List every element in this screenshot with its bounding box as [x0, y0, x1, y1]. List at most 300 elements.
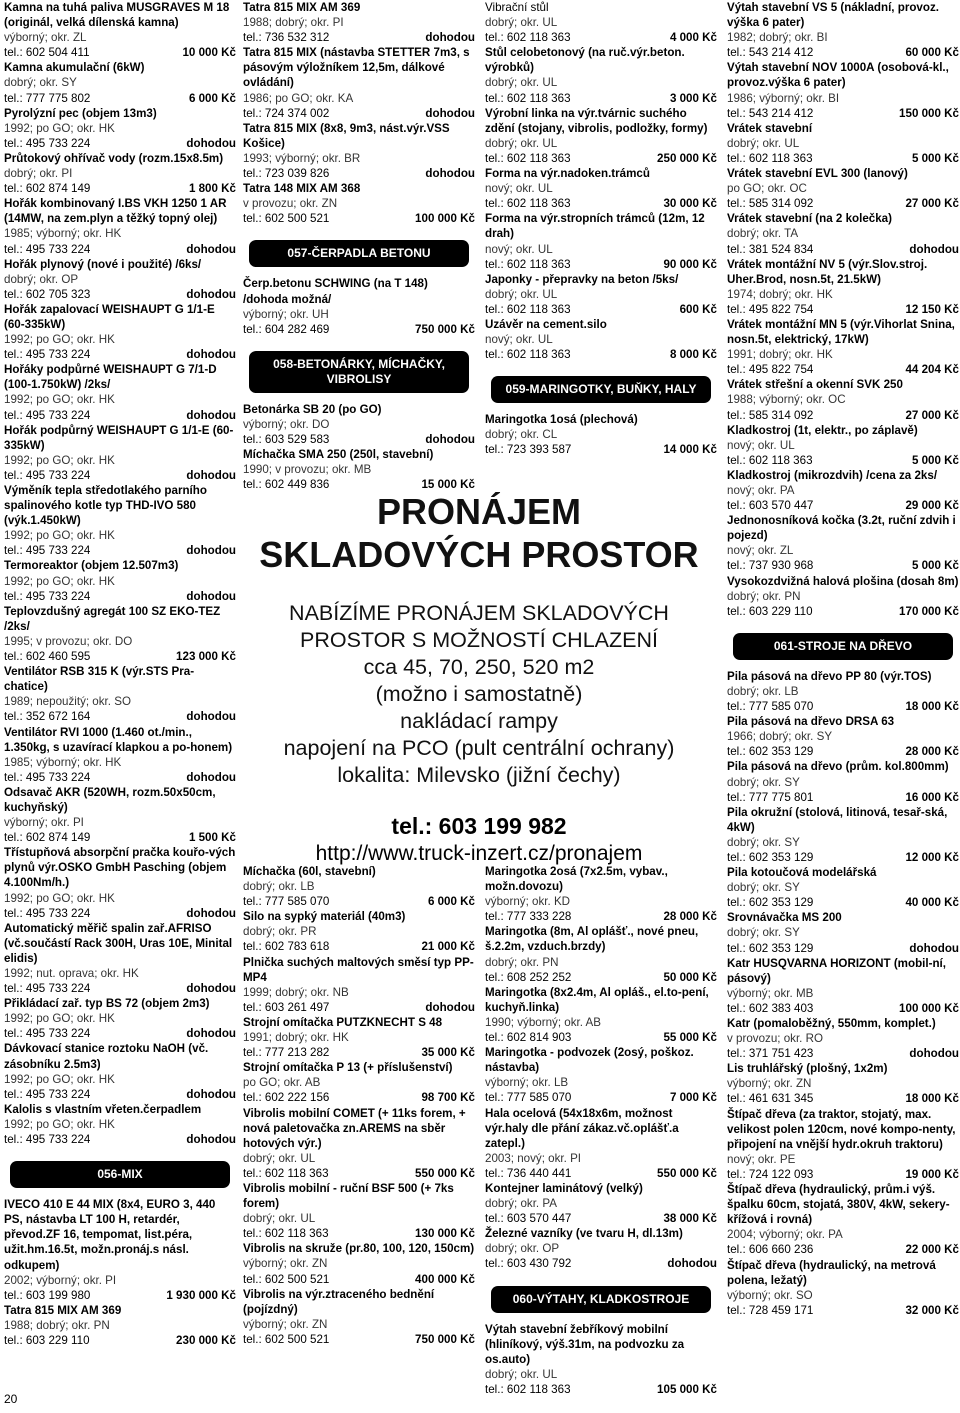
listing-meta: dobrý; okr. UL — [485, 136, 558, 150]
listing-price: 550 000 Kč — [415, 1166, 475, 1180]
listing-price-row — [243, 894, 475, 909]
listing-price-row — [243, 432, 475, 447]
listing-phone: tel.: 495 733 224 — [4, 544, 91, 558]
column-2 — [243, 0, 475, 492]
listing-price: 750 000 Kč — [415, 1332, 475, 1346]
listing-meta: výborný; okr. ZN — [727, 1077, 812, 1091]
listing-item — [4, 257, 236, 302]
listing-price: dohodou — [186, 544, 236, 558]
listing-title: Kalolis s vlastním vřeten.čerpadlem — [4, 1102, 202, 1116]
listing-price-row — [243, 1045, 475, 1060]
listing-title: Kamna na tuhá paliva MUSGRAVES M 18 (originál, velká dílenská kamna) — [4, 1, 230, 30]
listing-item — [485, 106, 717, 166]
listing-price-row — [243, 1272, 475, 1287]
listing-price-row — [727, 1167, 959, 1182]
listing-item — [485, 1106, 717, 1181]
listing-price-row — [727, 1303, 959, 1318]
listing-phone: tel.: 602 118 363 — [243, 1227, 329, 1241]
listing-item — [727, 423, 959, 468]
listing-title: Vrátek montážní NV 5 (výr.Slov.stroj. Uher.Brod, nosn.5t, 21.5kW) — [727, 257, 928, 286]
listing-phone: tel.: 608 252 252 — [485, 970, 572, 984]
listing-item — [243, 1287, 475, 1347]
listing-price-row — [485, 257, 717, 272]
listing-price: 130 000 Kč — [415, 1227, 475, 1241]
column-3-lower — [485, 864, 717, 1397]
listing-price: dohodou — [425, 31, 475, 45]
listing-phone: tel.: 602 118 363 — [485, 91, 571, 105]
listing-phone: tel.: 495 733 224 — [4, 136, 91, 150]
listing-title: Hořák plynový (nové i použité) /6ks/ — [4, 257, 202, 271]
listing-title: Hala ocelová (54x18x6m, možnost výr.haly dle přání zákaz.vč.oplášť.a zatepl.) — [485, 1106, 679, 1150]
page-number: 20 — [4, 1392, 18, 1406]
listing-phone: tel.: 603 430 792 — [485, 1257, 572, 1271]
listing-phone: tel.: 724 122 093 — [727, 1167, 814, 1181]
listing-price: 4 000 Kč — [669, 31, 717, 45]
listing-price: 600 Kč — [679, 302, 717, 316]
listing-price: 6 000 Kč — [188, 91, 236, 105]
listing-title: Katr (pomaloběžný, 550mm, komplet.) — [727, 1017, 936, 1030]
listing-title: Štípač dřeva (za traktor, stojatý, max. velikost polen 120cm, nové kompo-nenty, připojení na vnější hydr.okruh traktoru) — [727, 1107, 956, 1151]
listing-meta: nový; okr. UL — [485, 242, 553, 256]
listing-price: dohodou — [186, 906, 236, 920]
listing-price: 40 000 Kč — [905, 896, 959, 910]
listing-price-row — [243, 106, 475, 121]
listing-price: dohodou — [186, 287, 236, 301]
listing-meta: 1990; v provozu; okr. MB — [243, 463, 372, 477]
listing-phone: tel.: 602 118 363 — [243, 1166, 329, 1180]
listing-phone: tel.: 603 529 583 — [243, 432, 330, 446]
listing-item — [4, 664, 236, 724]
listing-meta: výborný; okr. PI — [4, 816, 84, 830]
listing-phone: tel.: 602 500 521 — [243, 1332, 330, 1346]
listing-title: Hořák podpůrný WEISHAUPT G 1/1-E (60-335kW) — [4, 423, 234, 452]
listing-meta: dobrý; okr. SY — [4, 76, 77, 90]
ad-line: (možno i samostatně) — [375, 682, 583, 706]
listing-meta: dobrý; okr. SY — [727, 775, 800, 789]
listing-price: 29 000 Kč — [905, 499, 959, 513]
listing-item — [4, 725, 236, 785]
listing-phone: tel.: 777 333 228 — [485, 910, 572, 924]
listing-price-row — [4, 242, 236, 257]
listing-price-row — [4, 287, 236, 302]
listing-meta: 1974; dobrý; okr. HK — [727, 287, 833, 301]
listing-item — [243, 121, 475, 181]
listing-price: dohodou — [909, 941, 959, 955]
listing-meta: výborný; okr. ZN — [243, 1257, 328, 1271]
listing-price-row — [4, 649, 236, 664]
listing-phone: tel.: 495 733 224 — [4, 1133, 91, 1147]
ad-title: PRONÁJEM — [376, 491, 582, 532]
listing-price: 98 700 Kč — [421, 1091, 475, 1105]
listing-meta: dobrý; okr. SY — [727, 926, 800, 940]
listing-price-row — [4, 589, 236, 604]
section-header: 061-STROJE NA DŘEVO — [733, 633, 953, 660]
listing-price-row — [243, 1166, 475, 1181]
listing-price-row — [485, 1256, 717, 1271]
listing-phone: tel.: 603 570 447 — [727, 499, 814, 513]
listing-price: dohodou — [186, 589, 236, 603]
listing-price: 27 000 Kč — [905, 197, 959, 211]
listing-price-row — [485, 347, 717, 362]
listing-price-row — [727, 45, 959, 60]
listing-meta: 1985; výborný; okr. HK — [4, 755, 122, 769]
listing-phone: tel.: 736 532 312 — [243, 31, 330, 45]
listing-meta: 1992; po GO; okr. HK — [4, 1012, 115, 1026]
listing-price-row — [243, 322, 475, 337]
listing-phone: tel.: 602 705 323 — [4, 287, 91, 301]
listing-meta: dobrý; okr. PN — [485, 955, 559, 969]
listing-meta: 1991; dobrý; okr. HK — [727, 348, 833, 362]
column-1 — [4, 0, 236, 1348]
listing-title: Odsavač AKR (520WH, rozm.50x50cm, kuchyňský) — [4, 785, 216, 814]
listing-item — [727, 910, 959, 955]
listing-item — [4, 151, 236, 196]
listing-meta: 1966; dobrý; okr. SY — [727, 730, 833, 744]
listing-meta: dobrý; okr. LB — [243, 880, 315, 894]
listing-item — [485, 0, 717, 45]
listing-meta: po GO; okr. AB — [243, 1076, 321, 1090]
listing-price-row — [727, 453, 959, 468]
listing-phone: tel.: 602 118 363 — [485, 1382, 571, 1396]
listing-price: 1 930 000 Kč — [166, 1288, 236, 1302]
listing-price-row — [727, 242, 959, 257]
listing-price-row — [727, 744, 959, 759]
listing-title: Tatra 815 MIX (8x8, 9m3, nást.výr.VSS Košice) — [243, 121, 450, 150]
listing-item — [4, 996, 236, 1041]
listing-phone: tel.: 352 672 164 — [4, 710, 91, 724]
listing-item — [727, 211, 959, 256]
listing-item — [727, 956, 959, 1016]
listing-item — [4, 0, 236, 60]
listing-item — [727, 0, 959, 60]
listing-meta: 1992; po GO; okr. HK — [4, 529, 115, 543]
listing-phone: tel.: 602 500 521 — [243, 1272, 330, 1286]
listing-meta: nový; okr. PE — [727, 1152, 796, 1166]
listing-title: Vrátek stavební — [727, 121, 813, 135]
listing-price: dohodou — [186, 1027, 236, 1041]
listing-item — [243, 1106, 475, 1181]
listing-phone: tel.: 602 118 363 — [485, 257, 571, 271]
listing-meta: výborný; okr. ZL — [4, 31, 87, 45]
listing-title: Pila pásová na dřevo DRSA 63 — [727, 715, 895, 729]
listing-price: dohodou — [425, 432, 475, 446]
listing-phone: tel.: 602 449 836 — [243, 478, 330, 492]
listing-price: 7 000 Kč — [669, 1091, 717, 1105]
listing-title: Lis truhlářský (plošný, 1x2m) — [727, 1062, 888, 1076]
listing-title: Kontejner laminátový (velký) — [485, 1181, 643, 1195]
listing-phone: tel.: 602 874 149 — [4, 831, 91, 845]
listing-item — [727, 1182, 959, 1257]
listing-item — [727, 60, 959, 120]
listing-meta: výborný; okr. ZN — [243, 1317, 328, 1331]
listing-price: 8 000 Kč — [669, 348, 717, 362]
listing-price-row — [243, 1226, 475, 1241]
listing-item — [4, 845, 236, 920]
listing-price-row — [4, 468, 236, 483]
listing-phone: tel.: 495 733 224 — [4, 348, 91, 362]
listing-title: Pila okružní (stolová, litinová, tesař-ská, 4kW) — [727, 805, 948, 834]
listing-title: Japonky - přepravky na beton /5ks/ — [485, 272, 679, 286]
listing-title: Forma na výr.nadoken.trámců — [485, 167, 650, 181]
listing-item — [485, 317, 717, 362]
listing-title: Výtah stavební žebříkový mobilní (hliníkový, výš.31m, na podvozku za os.auto) — [485, 1322, 685, 1366]
listing-price-row — [4, 347, 236, 362]
listing-price: 50 000 Kč — [663, 970, 717, 984]
listing-meta: 1986; výborný; okr. BI — [727, 91, 840, 105]
listing-price-row — [4, 91, 236, 106]
listing-meta: dobrý; okr. PN — [727, 589, 801, 603]
listing-item — [4, 302, 236, 362]
listing-item — [485, 924, 717, 984]
listing-price-row — [485, 91, 717, 106]
listing-phone: tel.: 604 282 469 — [243, 322, 330, 336]
listing-price-row — [4, 1288, 236, 1303]
listing-phone: tel.: 381 524 834 — [727, 242, 814, 256]
listing-price: 90 000 Kč — [663, 257, 717, 271]
listing-phone: tel.: 495 733 224 — [4, 589, 91, 603]
listing-price: 27 000 Kč — [905, 408, 959, 422]
listing-title: Vrátek montážní MN 5 (výr.Vihorlat Snina, nosn.5t, elektrický, 17kW) — [727, 317, 955, 347]
listing-price-row — [4, 1026, 236, 1041]
listing-price-row — [727, 1046, 959, 1061]
listing-price: 15 000 Kč — [421, 478, 475, 492]
listing-meta: výborný; okr. UH — [243, 307, 329, 321]
listing-item — [4, 483, 236, 558]
listing-item — [485, 1322, 717, 1397]
listing-meta: výborný; okr. KD — [485, 895, 571, 909]
listing-meta: 1986; po GO; okr. KA — [243, 91, 354, 105]
listing-phone: tel.: 602 814 903 — [485, 1031, 572, 1045]
listing-phone: tel.: 602 504 411 — [4, 46, 90, 60]
listing-item — [243, 0, 475, 45]
listing-meta: nový; okr. UL — [727, 438, 795, 452]
listing-title: Tatra 815 MIX AM 369 — [243, 1, 361, 14]
ad-line: napojení na PCO (pult centrální ochrany) — [283, 736, 675, 760]
listing-price: dohodou — [425, 167, 475, 181]
ad-line: NABÍZÍME PRONÁJEM SKLADOVÝCH — [289, 601, 669, 625]
listing-price: 19 000 Kč — [905, 1167, 959, 1181]
listing-phone: tel.: 603 199 980 — [4, 1288, 91, 1302]
listing-price: 12 150 Kč — [905, 302, 959, 316]
listing-price: dohodou — [186, 1087, 236, 1101]
listing-title: Tatra 815 MIX (nástavba STETTER 7m3, s pásovým výložníkem 12,5m, dálkové ovládání) — [243, 46, 470, 90]
listing-title: Vysokozdvižná halová plošina (dosah 8m) — [727, 574, 959, 588]
listing-title: Tatra 815 MIX AM 369 — [4, 1303, 122, 1317]
listing-meta: 1988; dobrý; okr. PN — [4, 1318, 110, 1332]
listing-price: 3 000 Kč — [669, 91, 717, 105]
listing-phone: tel.: 777 775 802 — [4, 91, 91, 105]
listing-item — [485, 211, 717, 271]
listing-price-row — [243, 1000, 475, 1015]
listing-phone: tel.: 777 213 282 — [243, 1046, 330, 1060]
listing-price-row — [727, 106, 959, 121]
listing-item — [4, 196, 236, 256]
listing-item — [727, 669, 959, 714]
ad-line: PROSTOR S MOŽNOSTÍ CHLAZENÍ — [300, 628, 658, 652]
listing-price: dohodou — [667, 1257, 717, 1271]
listing-phone: tel.: 495 733 224 — [4, 906, 91, 920]
listing-price: 150 000 Kč — [899, 106, 959, 120]
listing-meta: nový; okr. ZL — [727, 544, 794, 558]
listing-price-row — [485, 1211, 717, 1226]
listing-title: Kladkostroj (mikrozdvih) /cena za 2ks/ — [727, 468, 938, 482]
listing-item — [243, 1241, 475, 1286]
listing-item — [727, 805, 959, 865]
listing-title: Míchačka SMA 250 (250l, stavební) — [243, 448, 434, 462]
listing-phone: tel.: 777 585 070 — [485, 1091, 572, 1105]
listing-title: Výrobní linka na výr.tvárnic suchého zdění (stojany, vibrolis, podložky, formy) — [485, 106, 708, 135]
listing-price: 28 000 Kč — [663, 910, 717, 924]
listing-item — [4, 106, 236, 151]
listing-title: Tatra 148 MIX AM 368 — [243, 182, 361, 196]
listing-price: dohodou — [186, 136, 236, 150]
ad-line: lokalita: Milevsko (jižní čechy) — [337, 763, 621, 787]
listing-item — [727, 513, 959, 573]
listing-price-row — [243, 30, 475, 45]
listing-phone: tel.: 602 353 129 — [727, 896, 814, 910]
listing-phone: tel.: 585 314 092 — [727, 197, 814, 211]
listing-phone: tel.: 723 393 587 — [485, 443, 572, 457]
section-header: 057-ČERPADLA BETONU — [249, 240, 469, 267]
listing-item — [727, 468, 959, 513]
listing-meta: 1992; po GO; okr. HK — [4, 574, 115, 588]
listing-phone: tel.: 602 118 363 — [485, 151, 571, 165]
listing-price-row — [485, 151, 717, 166]
listing-phone: tel.: 602 383 403 — [727, 1001, 814, 1015]
listing-item — [727, 865, 959, 910]
listing-price: dohodou — [186, 982, 236, 996]
listing-item — [727, 1107, 959, 1182]
listing-phone: tel.: 602 118 363 — [485, 348, 571, 362]
listing-item — [727, 714, 959, 759]
listing-phone: tel.: 724 374 002 — [243, 106, 330, 120]
listing-title: IVECO 410 E 44 MIX (8x4, EURO 3, 440 PS, nástavba LT 100 H, retardér, převod.ZF 16, tempomat, list.péra, užit.hm.16.5t, možn.pronáj.s násl. odkupem) — [4, 1198, 216, 1272]
listing-price: 35 000 Kč — [421, 1046, 475, 1060]
listing-title: Hořák zapalovací WEISHAUPT G 1/1-E (60-335kW) — [4, 302, 215, 331]
listing-price-row — [243, 939, 475, 954]
listing-price: 12 000 Kč — [905, 850, 959, 864]
listing-item — [727, 257, 959, 317]
listing-meta: dobrý; okr. UL — [485, 76, 558, 90]
listing-phone: tel.: 495 822 754 — [727, 302, 814, 316]
listing-price-row — [4, 1087, 236, 1102]
listing-item — [243, 402, 475, 447]
ad-url-link[interactable]: http://www.truck-inzert.cz/pronajem — [315, 842, 643, 865]
listing-item — [4, 423, 236, 483]
listing-title: Katr HUSQVARNA HORIZONT (mobil-ní, pásový) — [727, 956, 946, 985]
listing-price-row — [727, 790, 959, 805]
listing-price-row — [727, 362, 959, 377]
listing-price-row — [4, 181, 236, 196]
listing-meta: dobrý; okr. LB — [727, 684, 799, 698]
listing-title: Plnička suchých maltových směsí typ PP-MP4 — [243, 955, 474, 984]
listing-title: Vibrolis mobilní - ruční BSF 500 (+ 7ks forem) — [243, 1181, 454, 1211]
listing-price-row — [727, 850, 959, 865]
listing-phone: tel.: 603 570 447 — [485, 1212, 572, 1226]
listing-meta: dobrý; okr. UL — [485, 16, 558, 30]
listing-item — [727, 574, 959, 619]
listing-price: 100 000 Kč — [899, 1001, 959, 1015]
listing-title: Míchačka (60l, stavební) — [243, 865, 376, 878]
listing-title: Hořáky podpůrné WEISHAUPT G 7/1-D (100-1.750kW) /2ks/ — [4, 363, 217, 392]
listing-price-row — [485, 442, 717, 457]
listing-price-row — [485, 30, 717, 45]
listing-title: Vrátek stavební (na 2 kolečka) — [727, 212, 892, 226]
listing-price: 123 000 Kč — [176, 650, 236, 664]
listing-title: Třístupňová absorpční pračka kouřo-vých plynů výr.OSKO GmbH Pasching (objem 4.100Nm/h.) — [4, 846, 236, 890]
listing-price: 10 000 Kč — [182, 46, 236, 60]
listing-title: Strojní omítačka PUTZKNECHT S 48 — [243, 1015, 443, 1029]
listing-title: Forma na výr.stropních trámců (12m, 12 drah) — [485, 212, 705, 241]
listing-price: 400 000 Kč — [415, 1272, 475, 1286]
listing-price: dohodou — [186, 468, 236, 482]
listing-phone: tel.: 543 214 412 — [727, 46, 814, 60]
listing-price-row — [4, 981, 236, 996]
listing-meta: dobrý; okr. SY — [727, 835, 800, 849]
listing-title: Pila pásová na dřevo (prům. kol.800mm) — [727, 760, 949, 774]
listing-price: 5 000 Kč — [911, 151, 959, 165]
listing-title: Vrátek stavební EVL 300 (lanový) — [727, 167, 908, 181]
listing-item — [243, 1015, 475, 1060]
listing-price: 170 000 Kč — [899, 604, 959, 618]
listing-meta: nový; okr. UL — [485, 333, 553, 347]
listing-phone: tel.: 602 783 618 — [243, 940, 330, 954]
listing-meta: výborný; okr. DO — [243, 417, 330, 431]
listing-price: 44 204 Kč — [905, 363, 959, 377]
listing-meta: dobrý; okr. UL — [727, 136, 800, 150]
listing-item — [243, 45, 475, 120]
listing-title: Štípač dřeva (hydraulický, prům.i výš. špalku 60cm, stojatá, 380V, 4kW, sekery-křížová i rovná) — [727, 1183, 950, 1227]
listing-price-row — [485, 909, 717, 924]
listing-title: Výtah stavební NOV 1000A (osobová-kl., provoz.výška 6 pater) — [727, 61, 949, 90]
listing-price-row — [4, 45, 236, 60]
listing-price-row — [243, 1090, 475, 1105]
listing-meta: dobrý; okr. PA — [485, 1197, 557, 1211]
listing-meta: 1992; po GO; okr. HK — [4, 393, 115, 407]
listing-price-row — [243, 211, 475, 226]
listing-meta: 1991; dobrý; okr. HK — [243, 1031, 349, 1045]
listing-item — [4, 1303, 236, 1348]
listing-meta: dobrý; okr. CL — [485, 428, 558, 442]
listing-meta: výborný; okr. MB — [727, 986, 814, 1000]
listing-price-row — [727, 1242, 959, 1257]
listing-price: 16 000 Kč — [905, 790, 959, 804]
listing-price: dohodou — [186, 1133, 236, 1147]
listing-meta: dobrý; okr. PR — [243, 925, 317, 939]
listing-phone: tel.: 495 733 224 — [4, 468, 91, 482]
listing-phone: tel.: 495 733 224 — [4, 982, 91, 996]
listing-title: Strojní omítačka P 13 (+ příslušenství) — [243, 1061, 453, 1075]
listing-phone: tel.: 777 585 070 — [243, 895, 330, 909]
listing-item — [4, 921, 236, 996]
listing-phone: tel.: 495 733 224 — [4, 1087, 91, 1101]
listing-phone: tel.: 606 660 236 — [727, 1243, 814, 1257]
listing-meta: dobrý; okr. TA — [727, 227, 799, 241]
listing-item — [243, 909, 475, 954]
section-header: 056-MIX — [10, 1161, 230, 1188]
listing-title: Maringotka (8x2.4m, Al opláš., el.to-pení, kuchyň.linka) — [485, 985, 709, 1014]
listing-meta: dobrý; okr. UL — [485, 1367, 558, 1381]
warehouse-rental-ad — [240, 482, 718, 865]
listing-price: 105 000 Kč — [657, 1382, 717, 1396]
listing-price-row — [485, 1030, 717, 1045]
listing-item — [727, 166, 959, 211]
listing-title: Maringotka 1osá (plechová) — [485, 413, 638, 427]
listing-meta: v provozu; okr. RO — [727, 1032, 824, 1046]
listing-item — [485, 864, 717, 924]
listing-price: 100 000 Kč — [415, 212, 475, 226]
listing-phone: tel.: 737 930 968 — [727, 559, 814, 573]
